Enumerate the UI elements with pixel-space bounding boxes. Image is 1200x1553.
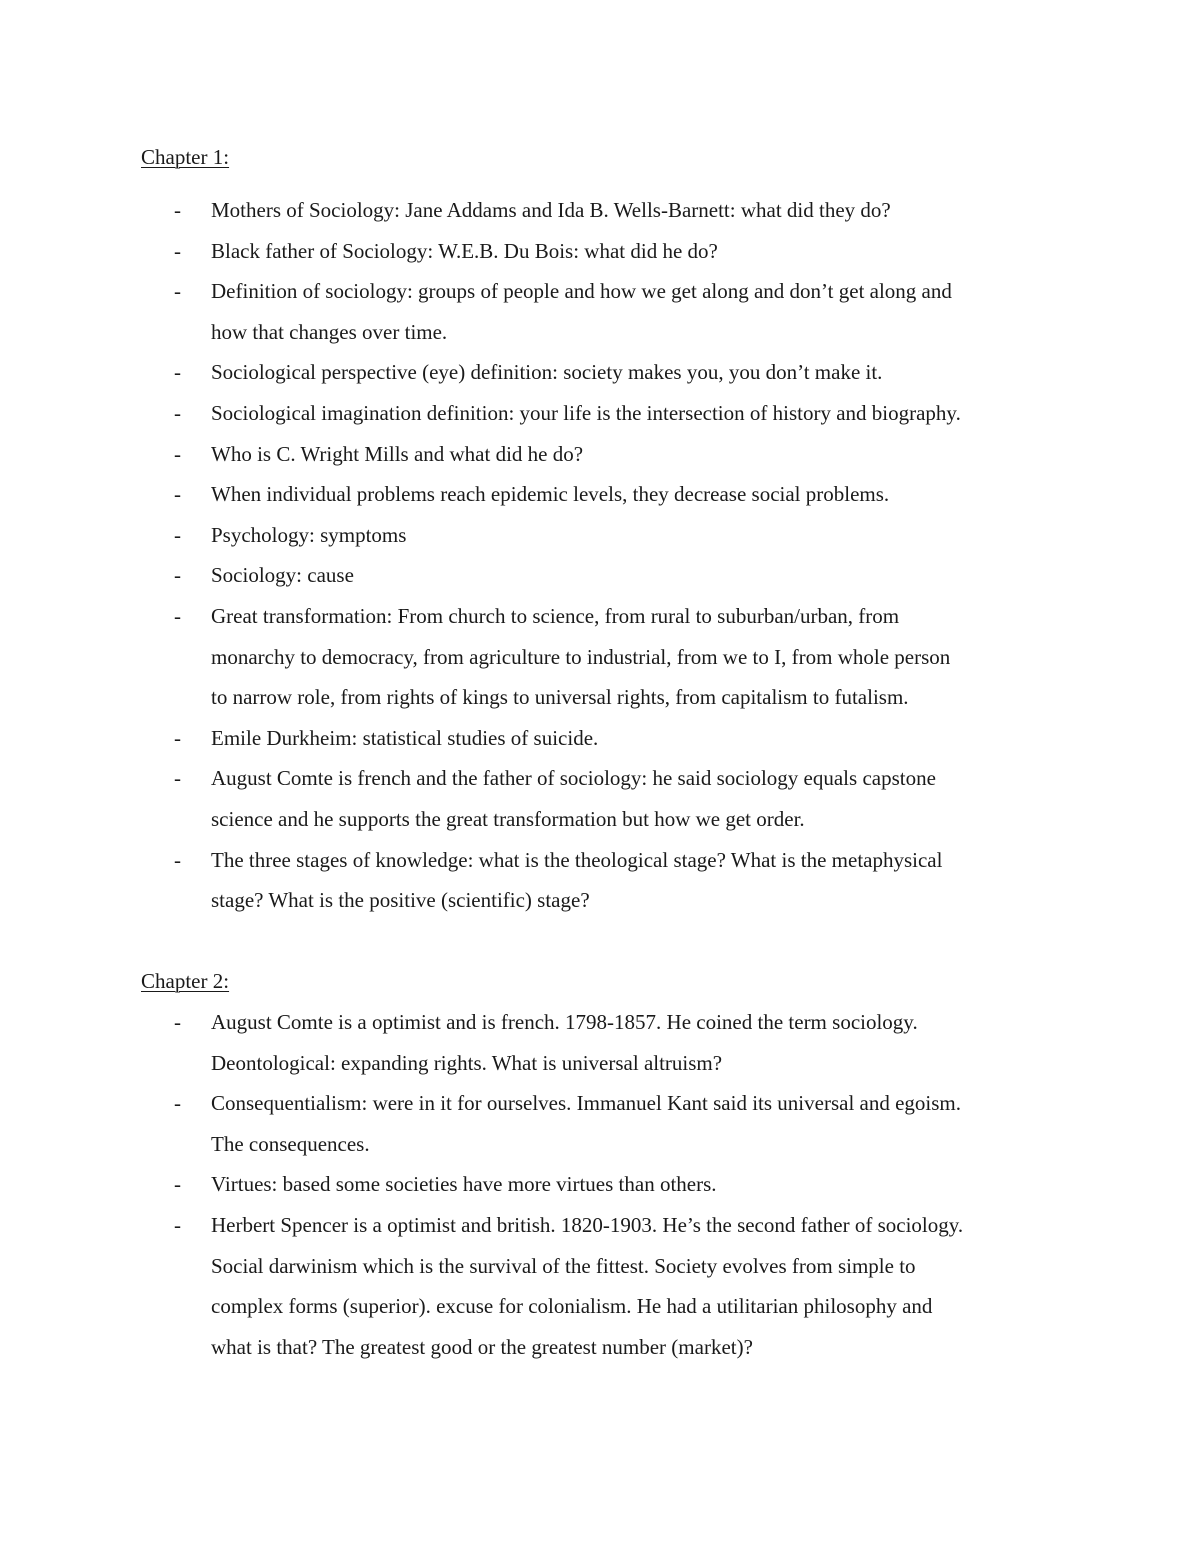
list-item-text-line: Emile Durkheim: statistical studies of suicide. [211, 725, 599, 750]
list-item-text-line: August Comte is french and the father of sociology: he said sociology equals capstone [211, 766, 936, 791]
list-item-text-line: Virtues: based some societies have more virtues than others. [211, 1172, 717, 1197]
list-item-text-line: Deontological: expanding rights. What is universal altruism? [211, 1050, 723, 1075]
bullet-dash: - [174, 198, 181, 222]
list-item [0, 596, 1200, 718]
list-item-text-line: Sociological imagination definition: your life is the intersection of history and biography. [211, 400, 961, 425]
bullet-dash: - [174, 725, 181, 750]
list-item-text-line: how that changes over time. [211, 319, 448, 344]
list-item-text-line: complex forms (superior). excuse for colonialism. He had a utilitarian philosophy and [211, 1294, 933, 1319]
bullet-dash: - [174, 1010, 181, 1034]
chapter-1-list [0, 190, 1200, 921]
list-item [0, 758, 1200, 839]
list-item-text-line: The consequences. [211, 1131, 370, 1156]
chapter-1-heading: Chapter 1: [141, 145, 230, 169]
bullet-dash: - [174, 441, 181, 466]
list-item-text-line: monarchy to democracy, from agriculture to industrial, from we to I, from whole person [211, 644, 951, 669]
list-item-text-line: to narrow role, from rights of kings to universal rights, from capitalism to futalism. [211, 685, 909, 710]
list-item-text-line: Herbert Spencer is a optimist and british. 1820-1903. He’s the second father of sociology. [211, 1212, 964, 1237]
list-item-text-line: Sociology: cause [211, 563, 354, 588]
list-item [0, 718, 1200, 759]
bullet-dash: - [174, 482, 181, 507]
bullet-dash: - [174, 522, 181, 547]
list-item-text-line: Social darwinism which is the survival of the fittest. Society evolves from simple to [211, 1253, 916, 1278]
chapter-2-list [0, 1002, 1200, 1367]
list-item [0, 352, 1200, 393]
list-item-text-line: Mothers of Sociology: Jane Addams and Ida B. Wells-Barnett: what did they do? [211, 198, 891, 222]
list-item-text-line: Psychology: symptoms [211, 522, 407, 547]
list-item-text-line: Consequentialism: were in it for ourselves. Immanuel Kant said its universal and egoism. [211, 1091, 962, 1116]
list-item-text-line: stage? What is the positive (scientific) stage? [211, 888, 590, 913]
bullet-dash: - [174, 1212, 181, 1237]
list-item [0, 393, 1200, 434]
bullet-dash: - [174, 603, 181, 628]
list-item [0, 555, 1200, 596]
chapter-2-heading: Chapter 2: [141, 969, 230, 993]
list-item [0, 1083, 1200, 1164]
bullet-dash: - [174, 400, 181, 425]
list-item [0, 1002, 1200, 1083]
list-item [0, 474, 1200, 515]
bullet-dash: - [174, 847, 181, 872]
list-item-text-line: Who is C. Wright Mills and what did he do? [211, 441, 584, 466]
list-item [0, 434, 1200, 475]
list-item [0, 190, 1200, 231]
bullet-dash: - [174, 1172, 181, 1197]
list-item-text-line: The three stages of knowledge: what is the theological stage? What is the metaphysical [211, 847, 943, 872]
list-item [0, 840, 1200, 921]
list-item-text-line: Sociological perspective (eye) definition: society makes you, you don’t make it. [211, 360, 883, 385]
list-item [0, 1164, 1200, 1205]
list-item [0, 271, 1200, 352]
list-item-text-line: Definition of sociology: groups of people and how we get along and don’t get along and [211, 279, 952, 304]
list-item-text-line: science and he supports the great transformation but how we get order. [211, 806, 805, 831]
list-item-text-line: Black father of Sociology: W.E.B. Du Bois: what did he do? [211, 238, 718, 263]
list-item-text-line: August Comte is a optimist and is french. 1798-1857. He coined the term sociology. [211, 1010, 918, 1034]
list-item [0, 1205, 1200, 1367]
list-item-text-line: When individual problems reach epidemic levels, they decrease social problems. [211, 482, 890, 507]
bullet-dash: - [174, 238, 181, 263]
list-item [0, 515, 1200, 556]
bullet-dash: - [174, 1091, 181, 1116]
bullet-dash: - [174, 360, 181, 385]
bullet-dash: - [174, 766, 181, 791]
bullet-dash: - [174, 279, 181, 304]
bullet-dash: - [174, 563, 181, 588]
list-item [0, 231, 1200, 272]
list-item-text-line: Great transformation: From church to science, from rural to suburban/urban, from [211, 603, 900, 628]
list-item-text-line: what is that? The greatest good or the greatest number (market)? [211, 1334, 753, 1359]
